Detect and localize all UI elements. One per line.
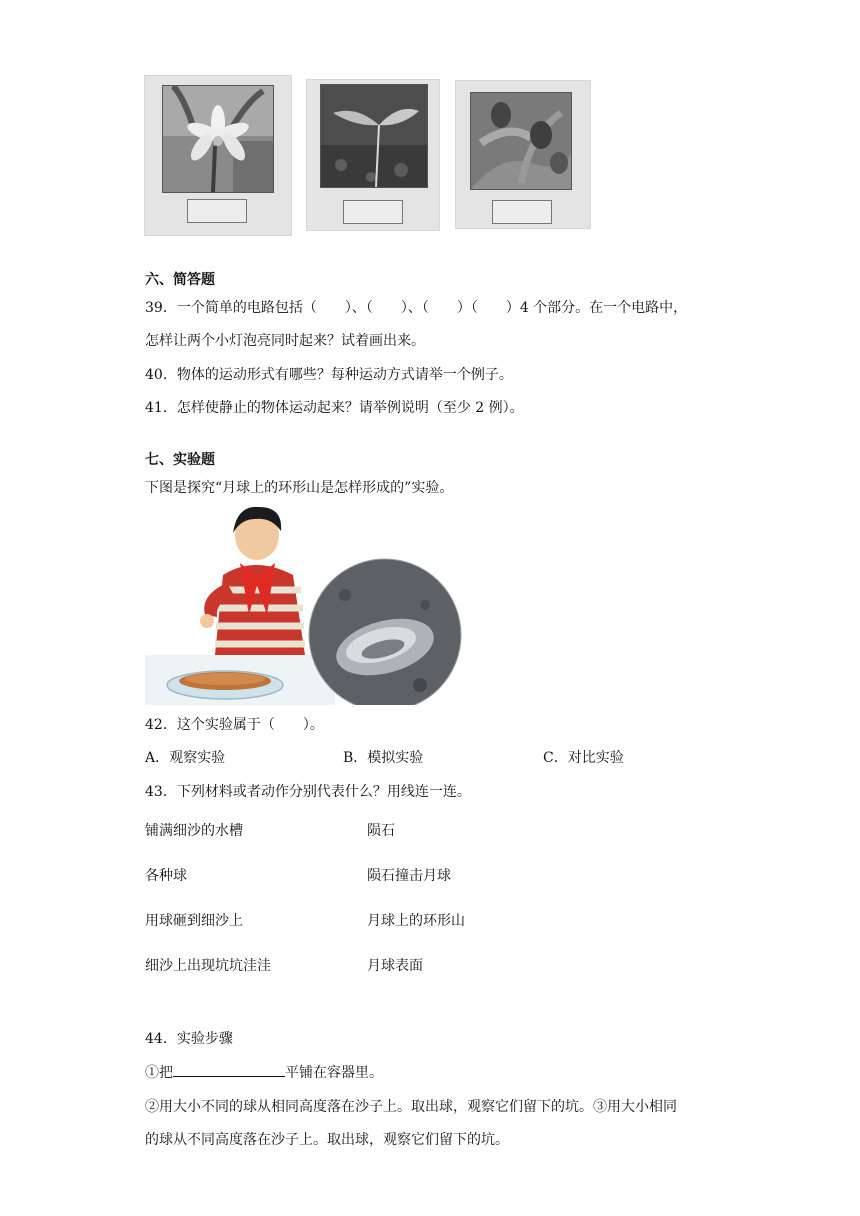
seedling-photo: [320, 84, 428, 188]
question-44-step-1: [145, 1062, 383, 1083]
match-left-item[interactable]: 铺满细沙的水槽: [145, 823, 243, 839]
question-42-options: [145, 748, 745, 768]
experiment-illustration: [145, 505, 465, 705]
fill-in-blank[interactable]: [173, 1062, 285, 1077]
match-left-item[interactable]: 用球砸到细沙上: [145, 913, 243, 929]
question-39-line-1: 39．一个简单的电路包括（ ）、（ ）、（ ）（ ）4 个部分。在一个电路中，: [145, 300, 688, 316]
plant-card-fruit: [455, 80, 591, 229]
plant-card-flower: [144, 75, 292, 236]
option-b[interactable]: B．模拟实验: [343, 750, 424, 766]
match-right-item[interactable]: 陨石撞击月球: [367, 868, 451, 884]
question-44-line-3: 的球从不同高度落在沙子上。取出球，观察它们留下的坑。: [145, 1132, 509, 1148]
plant-card-seedling: [306, 79, 440, 231]
match-right-item[interactable]: 月球表面: [367, 958, 423, 974]
question-43: 43．下列材料或者动作分别代表什么？用线连一连。: [145, 784, 471, 800]
answer-box-2[interactable]: [343, 200, 403, 224]
section-6-title: 六、简答题: [145, 272, 215, 288]
question-44: 44．实验步骤: [145, 1031, 233, 1047]
question-44-line-2: ②用大小不同的球从相同高度落在沙子上。取出球，观察它们留下的坑。③用大小相同: [145, 1099, 677, 1115]
fruit-photo: [470, 92, 572, 190]
question-41: 41．怎样使静止的物体运动起来？请举例说明（至少 2 例）。: [145, 400, 524, 416]
answer-box-1[interactable]: [187, 199, 247, 223]
flower-photo: [162, 85, 274, 193]
step-1-suffix: 平铺在容器里。: [285, 1065, 383, 1081]
answer-box-3[interactable]: [492, 200, 552, 224]
question-42: 42．这个实验属于（ ）。: [145, 717, 324, 733]
question-40: 40．物体的运动形式有哪些？每种运动方式请举一个例子。: [145, 367, 513, 383]
match-left-item[interactable]: 各种球: [145, 868, 187, 884]
option-c[interactable]: C．对比实验: [543, 750, 624, 766]
step-1-prefix: ①把: [145, 1065, 173, 1081]
match-right-item[interactable]: 陨石: [367, 823, 395, 839]
match-right-item[interactable]: 月球上的环形山: [367, 913, 465, 929]
match-left-item[interactable]: 细沙上出现坑坑洼洼: [145, 958, 271, 974]
option-a[interactable]: A．观察实验: [145, 750, 226, 766]
question-39-line-2: 怎样让两个小灯泡亮同时起来？试着画出来。: [145, 333, 425, 349]
experiment-intro: 下图是探究“月球上的环形山是怎样形成的”实验。: [145, 480, 454, 496]
section-7-title: 七、实验题: [145, 452, 215, 468]
